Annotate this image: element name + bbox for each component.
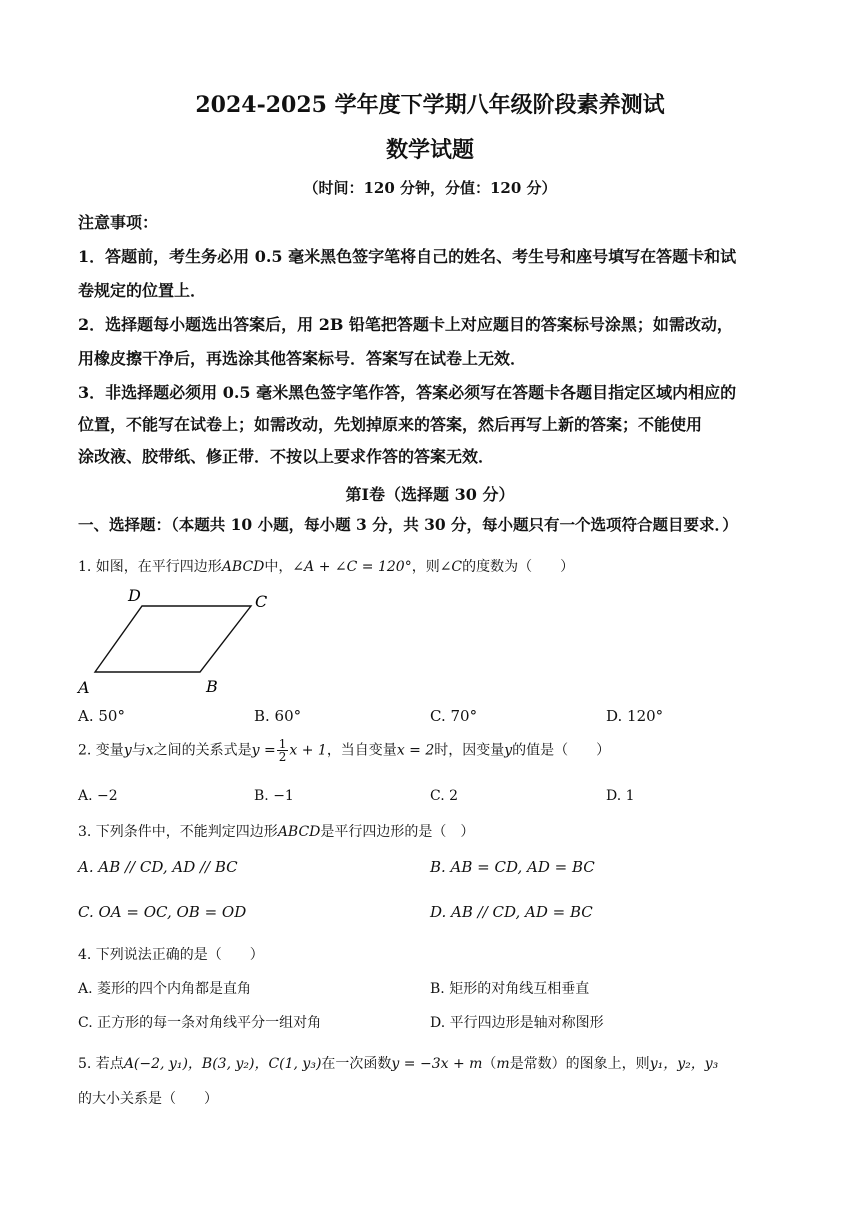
q2-option-c: C. 2 xyxy=(430,788,459,804)
q4-option-d: D. 平行四边形是轴对称图形 xyxy=(430,1015,604,1031)
vertex-label-a: A xyxy=(78,678,90,697)
q2-frac-numerator: 1 xyxy=(278,737,287,751)
question-5-stem xyxy=(78,1053,718,1073)
q4-option-b: B. 矩形的对角线互相垂直 xyxy=(430,981,590,997)
q3-option-d: D. AB // CD, AD = BC xyxy=(430,903,593,921)
q1-option-c: C. 70° xyxy=(430,707,478,725)
notice-line-3: 2．选择题每小题选出答案后，用 2B 铅笔把答题卡上对应题目的答案标号涂黑；如需改动， xyxy=(78,315,733,334)
q2-option-b: B. −1 xyxy=(254,788,294,804)
section-heading: 一、选择题：（本题共 10 小题，每小题 3 分，共 30 分，每小题只有一个选项符合题目要求．） xyxy=(78,515,738,534)
parallelogram-figure xyxy=(70,585,280,697)
vertex-label-b: B xyxy=(206,677,218,696)
vertex-label-c: C xyxy=(255,592,268,611)
question-5-stem-cont: 的大小关系是（ ） xyxy=(78,1091,218,1107)
q1-shape-name: ABCD xyxy=(221,559,265,575)
q2-text-e: 时，因变量 xyxy=(434,742,505,759)
q1-option-b: B. 60° xyxy=(254,707,302,725)
q5-y-values: y₁，y₂，y₃ xyxy=(649,1056,719,1072)
q3-option-a: A. AB // CD, AD // BC xyxy=(78,858,238,876)
q5-text-a: 5. 若点 xyxy=(78,1056,124,1072)
notice-line-7: 涂改液、胶带纸、修正带．不按以上要求作答的答案无效． xyxy=(78,447,495,466)
notice-line-2: 卷规定的位置上． xyxy=(78,281,207,300)
notice-line-6: 位置，不能写在试卷上；如需改动，先划掉原来的答案，然后再写上新的答案；不能使用 xyxy=(78,415,703,434)
q1-condition: ∠A + ∠C = 120° xyxy=(292,559,412,575)
q5-text-d: 是常数）的图象上，则 xyxy=(509,1056,650,1072)
q2-text-c: 之间的关系式是 xyxy=(153,742,252,759)
q2-condition: x = 2 xyxy=(396,742,435,759)
part-title: 第Ⅰ卷（选择题 30 分） xyxy=(345,485,515,504)
q5-points: A(−2, y₁)，B(3, y₂)，C(1, y₃) xyxy=(123,1056,322,1072)
q2-text-f: 的值是（ ） xyxy=(512,742,611,759)
q3-text-c: 是平行四边形的是（ ） xyxy=(320,824,475,840)
q1-option-d: D. 120° xyxy=(606,707,664,725)
q1-text-e: ，则 xyxy=(411,559,440,575)
q3-option-c: C. OA = OC, OB = OD xyxy=(78,903,247,921)
parallelogram-shape xyxy=(95,606,251,672)
q3-shape-name: ABCD xyxy=(277,824,321,840)
subject-title: 数学试题 xyxy=(385,137,474,163)
q2-var-y: y xyxy=(123,742,132,759)
notice-line-1: 1．答题前，考生务必用 0.5 毫米黑色签字笔将自己的姓名、考生号和座号填写在答题卡和试 xyxy=(78,247,737,266)
q1-text-g: 的度数为（ ） xyxy=(462,559,575,575)
q5-text-c: （ xyxy=(482,1056,497,1072)
question-3-stem xyxy=(78,821,474,841)
q1-text-c: 中， xyxy=(264,559,293,575)
q2-frac-denominator: 2 xyxy=(278,750,287,764)
q4-option-a: A. 菱形的四个内角都是直角 xyxy=(78,981,252,997)
notice-heading: 注意事项： xyxy=(78,213,159,232)
exam-title: 2024-2025 学年度下学期八年级阶段素养测试 xyxy=(195,92,665,118)
q2-eq-left: y = xyxy=(251,742,276,759)
q3-text-a: 3. 下列条件中，不能判定四边形 xyxy=(78,824,278,840)
q5-var-m: m xyxy=(496,1056,510,1072)
q2-text-b: 与 xyxy=(131,742,146,759)
notice-line-5: 3．非选择题必须用 0.5 毫米黑色签字笔作答，答案必须写在答题卡各题目指定区域内相应的 xyxy=(78,383,737,402)
q5-text-b: 在一次函数 xyxy=(321,1056,392,1072)
q5-function: y = −3x + m xyxy=(391,1056,483,1072)
q3-option-b: B. AB = CD, AD = BC xyxy=(430,858,595,876)
q2-text-a: 2. 变量 xyxy=(78,742,124,759)
q1-option-a: A. 50° xyxy=(78,707,125,725)
question-2-stem xyxy=(78,738,610,763)
q2-option-d: D. 1 xyxy=(606,788,635,804)
time-info: （时间：120 分钟，分值：120 分） xyxy=(303,179,557,197)
q4-option-c: C. 正方形的每一条对角线平分一组对角 xyxy=(78,1015,322,1031)
question-4-stem: 4. 下列说法正确的是（ ） xyxy=(78,947,264,963)
q2-fraction xyxy=(277,738,289,763)
q1-target-angle: ∠C xyxy=(439,559,463,575)
q2-var-x: x xyxy=(145,742,154,759)
notice-line-4: 用橡皮擦干净后，再选涂其他答案标号．答案写在试卷上无效． xyxy=(78,349,527,368)
q2-text-d: ，当自变量 xyxy=(326,742,397,759)
q2-eq-right: x + 1 xyxy=(289,742,327,759)
q2-var-y-2: y xyxy=(504,742,513,759)
vertex-label-d: D xyxy=(128,586,141,605)
q1-text-a: 1. 如图，在平行四边形 xyxy=(78,559,222,575)
question-1-stem xyxy=(78,556,574,576)
q2-option-a: A. −2 xyxy=(78,788,118,804)
